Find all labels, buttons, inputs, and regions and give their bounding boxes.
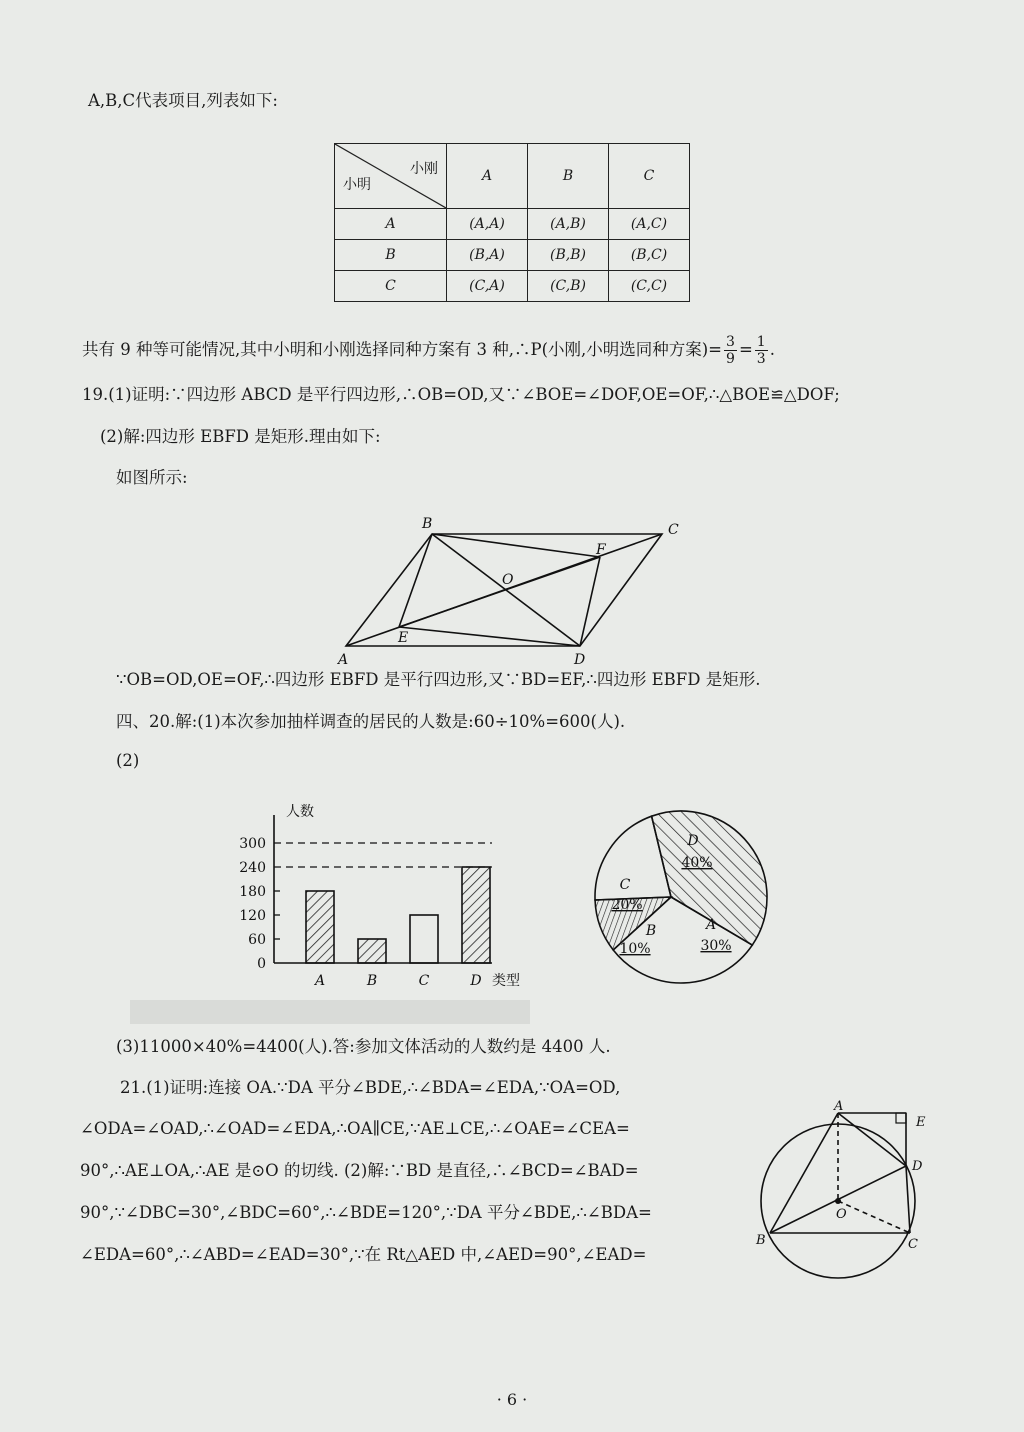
label-a: A: [338, 652, 349, 668]
label-o: O: [502, 572, 514, 588]
pie-value-c: 20%: [611, 897, 643, 913]
fraction-three-ninths: [724, 334, 737, 367]
q19-line4: ∵OB=OD,OE=OF,∴四边形 EBFD 是平行四边形,又∵BD=EF,∴四边形 EBFD 是矩形.: [116, 670, 761, 689]
q20-line1: 四、20.解:(1)本次参加抽样调查的居民的人数是:60÷10%=600(人).: [116, 712, 626, 731]
label-d: D: [574, 652, 586, 668]
pie-label-b: B: [645, 923, 657, 939]
pie-label-a: A: [705, 917, 717, 933]
redaction-strip: [130, 1000, 530, 1024]
y-tick-label: 120: [239, 908, 266, 924]
label-o: O: [836, 1207, 847, 1222]
segment-be: [399, 534, 432, 627]
equals-sign: =: [738, 340, 753, 359]
q20-part2: (2): [116, 751, 140, 770]
label-b: B: [422, 516, 433, 532]
y-tick-label: 240: [239, 860, 266, 876]
page-number: · 6 ·: [496, 1390, 528, 1409]
parallelogram-figure: [330, 512, 690, 670]
q21-line4: 90°,∵∠DBC=30°,∠BDC=60°,∴∠BDE=120°,∵DA 平分∠BDE,∴∠BDA=: [80, 1203, 652, 1222]
bar-d: [462, 867, 490, 963]
pie-chart: [585, 805, 780, 985]
label-e: E: [398, 630, 409, 646]
bar-chart: [230, 790, 540, 1000]
fraction-one-third: [755, 334, 768, 367]
q21-line1: 21.(1)证明:连接 OA.∵DA 平分∠BDE,∴∠BDA=∠EDA,∵OA=OD,: [120, 1078, 621, 1097]
label-a: A: [834, 1099, 844, 1114]
fraction-numerator: 3: [726, 334, 735, 350]
table-cell: (B,B): [528, 240, 609, 271]
table-cell: (C,C): [609, 271, 690, 302]
column-header: A: [447, 144, 528, 209]
x-tick-label: C: [418, 973, 430, 989]
probability-line: [82, 333, 775, 367]
q21-line5: ∠EDA=60°,∴∠ABD=∠EAD=30°,∵在 Rt△AED 中,∠AED=90°,∠EAD=: [80, 1245, 647, 1264]
table-cell: (A,B): [528, 209, 609, 240]
intro-text: A,B,C代表项目,列表如下:: [88, 91, 278, 110]
row-header: C: [335, 271, 447, 302]
table-cell: (B,A): [447, 240, 528, 271]
table-cell: (C,A): [447, 271, 528, 302]
chord-dc: [906, 1166, 910, 1233]
row-header: B: [335, 240, 447, 271]
y-tick-label: 300: [239, 836, 266, 852]
q21-line3: 90°,∴AE⊥OA,∴AE 是⊙O 的切线. (2)解:∵BD 是直径,∴∠BCD=∠BAD=: [80, 1161, 639, 1180]
pie-value-d: 40%: [681, 855, 713, 871]
probability-table: [334, 143, 690, 302]
table-cell: (B,C): [609, 240, 690, 271]
chord-ab: [770, 1113, 838, 1233]
y-tick-label: 180: [239, 884, 266, 900]
x-tick-label: D: [470, 973, 482, 989]
table-corner-header: [335, 144, 447, 209]
header-xiaoming: 小明: [343, 177, 371, 193]
fraction-denominator: 3: [756, 351, 766, 367]
segment-ed: [399, 627, 580, 646]
q19-line3: 如图所示:: [116, 468, 188, 487]
table-cell: (A,A): [447, 209, 528, 240]
label-d: D: [912, 1159, 923, 1174]
bar-c: [410, 915, 438, 963]
dashed-oc: [838, 1201, 910, 1233]
q19-line1: 19.(1)证明:∵四边形 ABCD 是平行四边形,∴OB=OD,又∵∠BOE=∠DOF,OE=OF,∴△BOE≌△DOF;: [82, 385, 840, 404]
right-angle-mark: [896, 1113, 906, 1123]
table-cell: (A,C): [609, 209, 690, 240]
pie-value-a: 30%: [700, 938, 732, 954]
row-header: A: [335, 209, 447, 240]
bar-a: [306, 891, 334, 963]
header-xiaogang: 小刚: [410, 161, 438, 177]
x-tick-label: B: [366, 973, 378, 989]
label-c: C: [668, 522, 679, 538]
circle-figure: [750, 1096, 940, 1286]
y-axis-label: 人数: [286, 804, 314, 820]
period: .: [769, 340, 775, 359]
table-cell: (C,B): [528, 271, 609, 302]
q20-line3: (3)11000×40%=4400(人).答:参加文体活动的人数约是 4400 人.: [116, 1037, 611, 1056]
pie-label-c: C: [619, 877, 631, 893]
center-point: [835, 1198, 841, 1204]
x-axis-label: 类型: [492, 973, 520, 989]
y-tick-label: 0: [257, 956, 266, 972]
q19-line2: (2)解:四边形 EBFD 是矩形.理由如下:: [100, 427, 381, 446]
label-c: C: [908, 1237, 918, 1252]
x-tick-label: A: [314, 973, 326, 989]
fraction-denominator: 9: [726, 351, 735, 367]
column-header: C: [609, 144, 690, 209]
bar-b: [358, 939, 386, 963]
y-tick-label: 60: [248, 932, 266, 948]
q21-line2: ∠ODA=∠OAD,∴∠OAD=∠EDA,∴OA∥CE,∵AE⊥CE,∴∠OAE=∠CEA=: [80, 1119, 630, 1138]
label-f: F: [596, 542, 606, 558]
pie-label-d: D: [687, 833, 699, 849]
probability-text: 共有 9 种等可能情况,其中小明和小刚选择同种方案有 3 种,∴P(小刚,小明选同种方案)=: [82, 340, 723, 359]
segment-ef: [399, 557, 600, 627]
label-e: E: [916, 1115, 926, 1130]
fraction-numerator: 1: [756, 334, 766, 350]
column-header: B: [528, 144, 609, 209]
label-b: B: [756, 1233, 766, 1248]
pie-value-b: 10%: [619, 941, 651, 957]
